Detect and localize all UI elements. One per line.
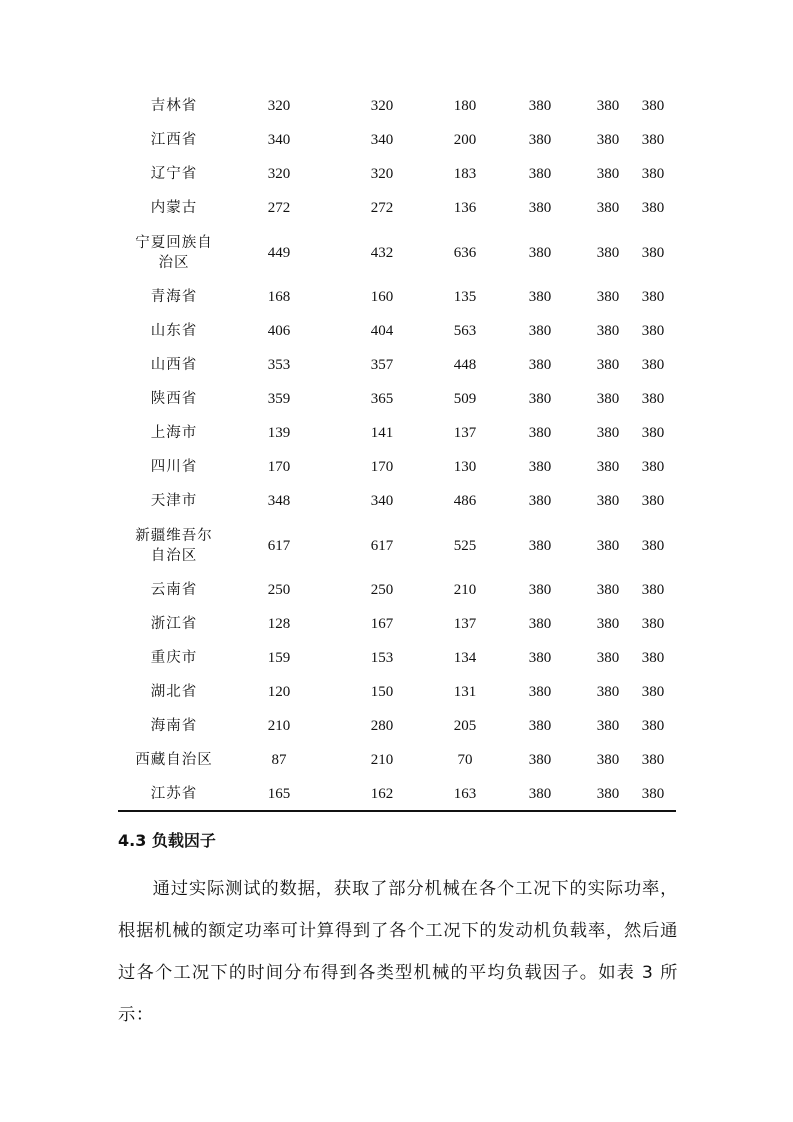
value-cell-3: 486 xyxy=(453,493,477,509)
table-row xyxy=(118,450,676,484)
value-cell-5: 380 xyxy=(596,357,620,373)
value-cell-4: 380 xyxy=(528,616,552,632)
value-cell-5: 380 xyxy=(596,132,620,148)
value-cell-4: 380 xyxy=(528,582,552,598)
value-cell-1: 359 xyxy=(267,391,291,407)
province-name-cell xyxy=(118,709,230,743)
value-cell-3: 134 xyxy=(453,650,477,666)
value-cell-3: 205 xyxy=(453,718,477,734)
table-row xyxy=(118,675,676,709)
table-row xyxy=(118,225,676,280)
province-name: 山东省 xyxy=(150,323,198,339)
table-row xyxy=(118,348,676,382)
province-name-cell xyxy=(118,518,230,573)
value-cell-2: 141 xyxy=(370,425,394,441)
province-name: 自治区 xyxy=(150,547,198,564)
value-cell-4: 380 xyxy=(528,684,552,700)
value-cell-2: 404 xyxy=(370,323,394,339)
value-cell-3: 210 xyxy=(453,582,477,598)
table-row xyxy=(118,280,676,314)
province-name: 浙江省 xyxy=(150,616,198,632)
value-cell-3: 200 xyxy=(453,132,477,148)
province-name-cell xyxy=(118,157,230,191)
province-name-cell xyxy=(118,675,230,709)
value-cell-6: 380 xyxy=(641,98,665,114)
value-cell-3: 525 xyxy=(453,537,477,554)
table-row xyxy=(118,607,676,641)
value-cell-5: 380 xyxy=(596,493,620,509)
province-name: 治区 xyxy=(158,254,190,271)
value-cell-4: 380 xyxy=(528,244,552,261)
value-cell-2: 150 xyxy=(370,684,394,700)
value-cell-2: 432 xyxy=(370,244,394,261)
value-cell-5: 380 xyxy=(596,289,620,305)
value-cell-6: 380 xyxy=(641,752,665,768)
value-cell-5: 380 xyxy=(596,582,620,598)
value-cell-1: 120 xyxy=(267,684,291,700)
value-cell-2: 162 xyxy=(328,777,436,811)
table-row xyxy=(118,89,676,123)
value-cell-4: 380 xyxy=(528,98,552,114)
value-cell-4: 380 xyxy=(528,357,552,373)
value-cell-1: 320 xyxy=(267,98,291,114)
province-name: 新疆维吾尔 xyxy=(135,527,213,544)
province-name: 上海市 xyxy=(150,425,198,441)
value-cell-5: 380 xyxy=(596,684,620,700)
value-cell-2: 160 xyxy=(370,289,394,305)
province-name: 内蒙古 xyxy=(150,200,198,216)
value-cell-5: 380 xyxy=(596,98,620,114)
value-cell-5: 380 xyxy=(596,459,620,475)
value-cell-6: 380 xyxy=(641,582,665,598)
value-cell-3: 509 xyxy=(453,391,477,407)
value-cell-6: 380 xyxy=(641,391,665,407)
table-body xyxy=(118,89,676,811)
table-row xyxy=(118,157,676,191)
value-cell-2: 167 xyxy=(370,616,394,632)
value-cell-4: 380 xyxy=(528,752,552,768)
value-cell-5: 380 xyxy=(596,244,620,261)
province-name: 四川省 xyxy=(150,459,198,475)
value-cell-4: 380 xyxy=(528,391,552,407)
table-row xyxy=(118,416,676,450)
body-paragraph: 通过实际测试的数据，获取了部分机械在各个工况下的实际功率，根据机械的额定功率可计算得到了各个工况下的发动机负载率，然后通过各个工况下的时间分布得到各类型机械的平均负载因子。如表 3 所示： xyxy=(118,879,678,1025)
value-cell-6: 380 xyxy=(641,289,665,305)
value-cell-2: 250 xyxy=(370,582,394,598)
value-cell-1: 406 xyxy=(267,323,291,339)
province-name: 天津市 xyxy=(150,493,198,509)
province-name-cell xyxy=(118,191,230,225)
province-name: 江西省 xyxy=(150,132,198,148)
value-cell-3: 70 xyxy=(457,752,473,768)
province-name: 云南省 xyxy=(150,582,198,598)
table-row xyxy=(118,777,676,811)
value-cell-4: 380 xyxy=(528,493,552,509)
value-cell-6: 380 xyxy=(641,459,665,475)
province-name-cell xyxy=(118,573,230,607)
value-cell-3: 131 xyxy=(453,684,477,700)
value-cell-1: 170 xyxy=(267,459,291,475)
value-cell-1: 340 xyxy=(267,132,291,148)
value-cell-2: 280 xyxy=(370,718,394,734)
value-cell-6: 380 xyxy=(641,425,665,441)
value-cell-6: 380 xyxy=(641,166,665,182)
value-cell-5: 380 xyxy=(596,752,620,768)
value-cell-6: 380 xyxy=(641,357,665,373)
section-heading: 4.3 负载因子 xyxy=(118,831,216,850)
province-name-cell xyxy=(118,416,230,450)
table-row xyxy=(118,518,676,573)
value-cell-3: 135 xyxy=(453,289,477,305)
value-cell-6: 380 xyxy=(641,132,665,148)
province-name: 辽宁省 xyxy=(150,166,198,182)
value-cell-1: 159 xyxy=(267,650,291,666)
province-name: 江苏省 xyxy=(150,785,198,802)
table-row xyxy=(118,573,676,607)
table-row xyxy=(118,484,676,518)
value-cell-6: 380 xyxy=(641,684,665,700)
value-cell-5: 380 xyxy=(596,616,620,632)
value-cell-4: 380 xyxy=(494,777,586,811)
value-cell-1: 348 xyxy=(267,493,291,509)
province-name-cell xyxy=(118,314,230,348)
value-cell-3: 636 xyxy=(453,244,477,261)
value-cell-6: 380 xyxy=(641,323,665,339)
value-cell-4: 380 xyxy=(528,425,552,441)
value-cell-1: 250 xyxy=(267,582,291,598)
value-cell-2: 320 xyxy=(370,166,394,182)
province-name-cell xyxy=(118,382,230,416)
table-row xyxy=(118,314,676,348)
province-name-cell xyxy=(118,123,230,157)
value-cell-4: 380 xyxy=(528,537,552,554)
value-cell-2: 170 xyxy=(370,459,394,475)
value-cell-2: 272 xyxy=(370,200,394,216)
value-cell-6: 380 xyxy=(641,493,665,509)
value-cell-1: 617 xyxy=(267,537,291,554)
province-name: 山西省 xyxy=(150,357,198,373)
value-cell-2: 320 xyxy=(370,98,394,114)
table-row xyxy=(118,743,676,777)
table-row xyxy=(118,641,676,675)
value-cell-4: 380 xyxy=(528,718,552,734)
value-cell-6: 380 xyxy=(641,244,665,261)
value-cell-4: 380 xyxy=(528,200,552,216)
value-cell-1: 210 xyxy=(267,718,291,734)
value-cell-3: 183 xyxy=(453,166,477,182)
value-cell-1: 168 xyxy=(267,289,291,305)
value-cell-1: 87 xyxy=(271,752,287,768)
province-name: 宁夏回族自 xyxy=(135,234,213,251)
value-cell-1: 320 xyxy=(267,166,291,182)
table-row xyxy=(118,123,676,157)
table-row xyxy=(118,382,676,416)
value-cell-5: 380 xyxy=(596,200,620,216)
table-row xyxy=(118,709,676,743)
value-cell-2: 365 xyxy=(370,391,394,407)
value-cell-4: 380 xyxy=(528,650,552,666)
value-cell-1: 272 xyxy=(267,200,291,216)
province-name: 西藏自治区 xyxy=(135,752,213,768)
value-cell-4: 380 xyxy=(528,166,552,182)
province-name: 青海省 xyxy=(150,289,198,305)
table-row xyxy=(118,191,676,225)
value-cell-3: 448 xyxy=(453,357,477,373)
province-name-cell xyxy=(118,225,230,280)
province-name: 吉林省 xyxy=(150,98,198,114)
value-cell-5: 380 xyxy=(596,166,620,182)
value-cell-4: 380 xyxy=(528,132,552,148)
province-data-table xyxy=(118,89,676,812)
value-cell-6: 380 xyxy=(630,777,676,811)
province-name-cell xyxy=(118,743,230,777)
value-cell-2: 153 xyxy=(370,650,394,666)
value-cell-3: 180 xyxy=(453,98,477,114)
value-cell-6: 380 xyxy=(641,537,665,554)
province-name-cell xyxy=(118,89,230,123)
value-cell-5: 380 xyxy=(596,650,620,666)
province-name: 海南省 xyxy=(150,718,198,734)
province-name-cell xyxy=(118,450,230,484)
province-name: 湖北省 xyxy=(150,684,198,700)
value-cell-2: 210 xyxy=(370,752,394,768)
value-cell-4: 380 xyxy=(528,459,552,475)
value-cell-3: 130 xyxy=(453,459,477,475)
value-cell-5: 380 xyxy=(596,537,620,554)
value-cell-5: 380 xyxy=(586,777,630,811)
value-cell-3: 137 xyxy=(453,616,477,632)
value-cell-5: 380 xyxy=(596,323,620,339)
value-cell-5: 380 xyxy=(596,718,620,734)
value-cell-2: 340 xyxy=(370,132,394,148)
value-cell-1: 353 xyxy=(267,357,291,373)
value-cell-3: 563 xyxy=(453,323,477,339)
province-name: 重庆市 xyxy=(150,650,198,666)
value-cell-6: 380 xyxy=(641,616,665,632)
value-cell-6: 380 xyxy=(641,650,665,666)
province-name: 陕西省 xyxy=(150,391,198,407)
value-cell-1: 449 xyxy=(267,244,291,261)
value-cell-6: 380 xyxy=(641,200,665,216)
value-cell-4: 380 xyxy=(528,323,552,339)
value-cell-1: 165 xyxy=(230,777,328,811)
province-name-cell xyxy=(118,280,230,314)
province-name-cell xyxy=(118,484,230,518)
province-name-cell xyxy=(118,641,230,675)
value-cell-5: 380 xyxy=(596,391,620,407)
value-cell-3: 137 xyxy=(453,425,477,441)
value-cell-3: 136 xyxy=(453,200,477,216)
province-name-cell xyxy=(118,348,230,382)
value-cell-1: 128 xyxy=(267,616,291,632)
value-cell-1: 139 xyxy=(267,425,291,441)
value-cell-2: 617 xyxy=(370,537,394,554)
value-cell-2: 340 xyxy=(370,493,394,509)
value-cell-2: 357 xyxy=(370,357,394,373)
value-cell-5: 380 xyxy=(596,425,620,441)
province-name-cell xyxy=(118,607,230,641)
province-name-cell xyxy=(118,777,230,811)
value-cell-4: 380 xyxy=(528,289,552,305)
value-cell-6: 380 xyxy=(641,718,665,734)
value-cell-3: 163 xyxy=(436,777,494,811)
